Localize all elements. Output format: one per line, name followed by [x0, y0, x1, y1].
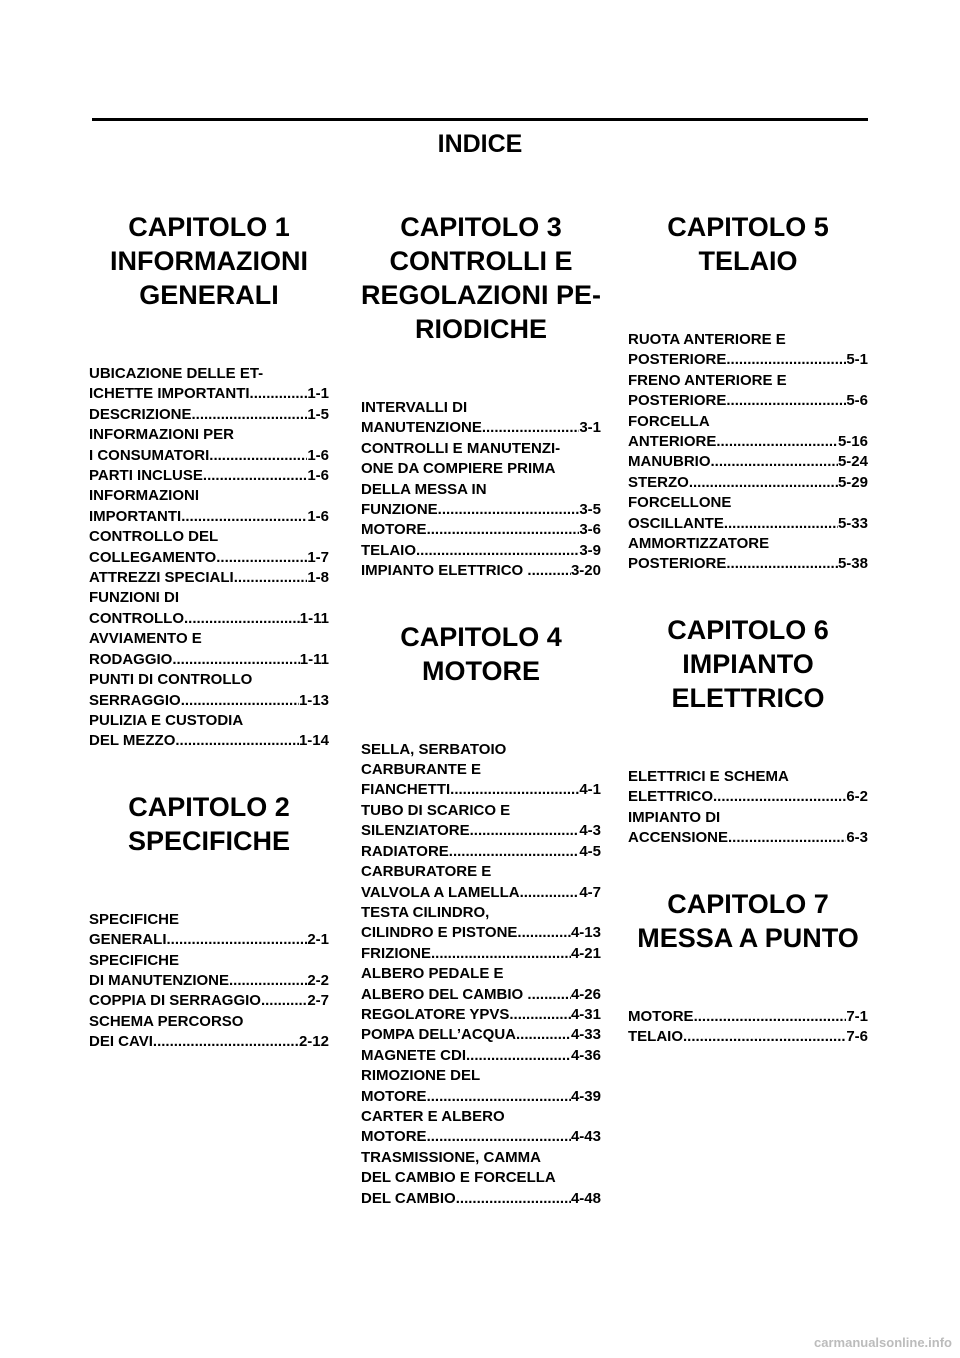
toc-entry-row — [361, 500, 601, 520]
toc-entry-row — [89, 507, 329, 527]
toc-entry[interactable] — [628, 767, 868, 808]
toc-entry-text: CILINDRO E PISTONE — [361, 924, 518, 942]
chapter-heading — [89, 210, 329, 312]
page-number: 2-2 — [307, 971, 329, 989]
toc-entry-row — [628, 391, 868, 411]
toc-entry-row — [361, 541, 601, 561]
toc-entry-text: UBICAZIONE DELLE ET- — [89, 365, 264, 382]
page-number: 2-7 — [307, 992, 329, 1010]
toc-column-2 — [361, 210, 601, 1209]
toc-entry[interactable] — [89, 527, 329, 568]
dot-leader — [167, 930, 308, 950]
toc-entry[interactable] — [89, 991, 329, 1011]
toc-entry[interactable] — [89, 910, 329, 951]
page-number: 1-13 — [298, 691, 329, 709]
toc-entry[interactable] — [361, 1025, 601, 1045]
dot-leader — [438, 500, 580, 520]
page-number: 4-5 — [579, 842, 601, 860]
toc-entry-text: FORCELLA — [628, 412, 710, 430]
toc-entry-text: SPECIFICHE — [89, 910, 180, 928]
toc-entry-text: INFORMAZIONI — [89, 487, 199, 505]
page-number: 4-26 — [570, 985, 601, 1003]
toc-entry-row — [89, 691, 329, 711]
toc-entry[interactable] — [89, 951, 329, 992]
toc-entry-text: TRASMISSIONE, CAMMA — [361, 1148, 541, 1166]
toc-entry-text: MAGNETE CDI — [361, 1046, 466, 1064]
toc-entry-list — [628, 767, 868, 849]
page-number: 4-48 — [570, 1189, 601, 1207]
dot-leader — [250, 384, 308, 404]
toc-entry[interactable] — [628, 808, 868, 849]
toc-entry-text: CONTROLLO DEL — [89, 528, 219, 546]
toc-entry-text: REGOLATORE YPVS — [361, 1005, 510, 1023]
toc-entry-row — [628, 350, 868, 370]
page-number: 5-38 — [837, 555, 868, 573]
toc-entry-text: I CONSUMATORI — [89, 446, 210, 464]
dot-leader — [520, 883, 580, 903]
chapter-heading-line: REGOLAZIONI PE- — [361, 280, 602, 310]
toc-entry-text: GENERALI — [89, 931, 167, 949]
chapter-heading — [361, 210, 601, 346]
page-number: 1-6 — [307, 507, 329, 525]
chapter-heading-line: MESSA A PUNTO — [637, 922, 859, 953]
chapter-heading-line: CAPITOLO 1 — [128, 212, 290, 242]
toc-entry[interactable] — [628, 371, 868, 412]
page-title: INDICE — [437, 130, 523, 158]
toc-entry-text: AMMORTIZZATORE — [628, 535, 770, 553]
toc-entry-text: TESTA CILINDRO, — [361, 903, 490, 921]
toc-entry-text: RADIATORE — [361, 842, 449, 860]
toc-entry[interactable] — [628, 1027, 868, 1047]
dot-leader — [713, 787, 846, 807]
toc-entry-text: MOTORE — [361, 1128, 427, 1146]
toc-entry-row — [89, 609, 329, 629]
toc-entry-text: FRENO ANTERIORE E — [628, 371, 787, 389]
toc-entry-text: ACCENSIONE — [628, 829, 729, 847]
toc-entry[interactable] — [361, 1107, 601, 1148]
toc-entry-list — [628, 330, 868, 575]
page-number: 1-6 — [307, 446, 329, 464]
page-number: 1-1 — [307, 385, 329, 403]
toc-entry-text: ANTERIORE — [628, 433, 717, 451]
page-number: 1-7 — [307, 548, 329, 566]
page-number: 3-9 — [579, 541, 601, 559]
page-number: 5-24 — [837, 453, 868, 471]
chapter-heading-line: GENERALI — [139, 280, 279, 310]
toc-entry[interactable] — [361, 1005, 601, 1025]
page-number: 4-21 — [570, 944, 601, 962]
toc-entry-text: DEI CAVI — [89, 1033, 153, 1051]
dot-leader — [184, 609, 300, 629]
toc-entry-text: FUNZIONE — [361, 501, 438, 519]
dot-leader — [456, 1189, 571, 1209]
chapter-heading-line: CONTROLLI E — [389, 246, 573, 276]
toc-entry-row — [361, 1005, 601, 1025]
dot-leader — [181, 507, 307, 527]
toc-entry[interactable] — [361, 862, 601, 903]
dot-leader — [153, 1032, 299, 1052]
dot-leader — [427, 520, 580, 540]
chapter-heading-line: CAPITOLO 4 — [400, 621, 562, 652]
page-number: 4-36 — [570, 1046, 601, 1064]
toc-entry-text: OSCILLANTE — [628, 514, 724, 532]
toc-entry[interactable] — [361, 944, 601, 964]
page-number: 4-31 — [570, 1005, 601, 1023]
toc-entry[interactable] — [89, 466, 329, 486]
page-number: 5-1 — [846, 351, 868, 369]
toc-entry-text: POSTERIORE — [628, 392, 727, 410]
toc-entry-text: PUNTI DI CONTROLLO — [89, 671, 253, 689]
toc-entry-text: TUBO DI SCARICO E — [361, 801, 511, 819]
chapter-heading-line: INFORMAZIONI — [110, 246, 308, 276]
page-number: 1-6 — [307, 467, 329, 485]
toc-entry-row — [361, 780, 601, 800]
toc-entry-text: CARTER E ALBERO — [361, 1107, 505, 1125]
dot-leader — [728, 828, 846, 848]
toc-entry-text: CONTROLLO — [89, 609, 184, 627]
toc-entry[interactable] — [361, 1046, 601, 1066]
toc-entry-list — [361, 740, 601, 1209]
toc-entry[interactable] — [628, 473, 868, 493]
toc-entry[interactable] — [361, 801, 601, 842]
toc-entry-row — [628, 828, 868, 848]
toc-entry-row — [89, 466, 329, 486]
toc-entry-text: IMPORTANTI — [89, 507, 182, 525]
toc-entry-text: FUNZIONI DI — [89, 589, 179, 607]
toc-entry-row — [628, 514, 868, 534]
page-number: 3-20 — [570, 562, 601, 580]
dot-leader — [449, 842, 580, 862]
toc-entry-text: RODAGGIO — [89, 650, 173, 668]
chapter-heading — [628, 887, 868, 955]
page-number: 6-2 — [846, 788, 868, 806]
toc-entry-text: INTERVALLI DI — [361, 399, 468, 416]
toc-entry-text: AVVIAMENTO E — [89, 630, 202, 648]
toc-column-1 — [89, 210, 329, 1053]
page-number: 3-1 — [579, 419, 601, 437]
toc-entry-row — [361, 418, 601, 438]
toc-entry-text: ATTREZZI SPECIALI — [89, 569, 234, 587]
toc-entry-row — [628, 554, 868, 574]
toc-entry[interactable] — [89, 405, 329, 425]
dot-leader — [427, 1087, 571, 1107]
toc-entry-text: ELETTRICI E SCHEMA — [628, 767, 789, 785]
toc-entry[interactable] — [89, 364, 329, 405]
toc-entry-text: TELAIO — [361, 541, 416, 559]
toc-entry[interactable] — [361, 842, 601, 862]
toc-entry[interactable] — [361, 964, 601, 1005]
toc-entry-text: POSTERIORE — [628, 555, 727, 573]
dot-leader — [516, 1025, 571, 1045]
toc-entry[interactable] — [628, 452, 868, 472]
toc-entry-text: DEL MEZZO — [89, 732, 176, 750]
toc-entry-list — [89, 910, 329, 1053]
page-number: 4-39 — [570, 1087, 601, 1105]
chapter-heading-line: CAPITOLO 3 — [400, 212, 562, 242]
toc-entry-list — [361, 398, 601, 582]
dot-leader — [716, 432, 838, 452]
toc-entry[interactable] — [89, 425, 329, 466]
page-number: 5-16 — [837, 433, 868, 451]
dot-leader — [450, 780, 579, 800]
toc-entry-row — [89, 930, 329, 950]
page-number: 3-6 — [579, 521, 601, 539]
toc-entry-text: DEL CAMBIO E FORCELLA — [361, 1169, 556, 1187]
toc-entry-text: ALBERO DEL CAMBIO . — [361, 985, 532, 1003]
chapter-heading-line: RIODICHE — [414, 314, 547, 344]
toc-entry-row — [361, 944, 601, 964]
toc-entry[interactable] — [628, 330, 868, 371]
toc-entry[interactable] — [628, 534, 868, 575]
toc-entry-row — [361, 923, 601, 943]
toc-entry-row — [628, 1027, 868, 1047]
toc-entry-text: DELLA MESSA IN — [361, 480, 487, 498]
dot-leader — [694, 1007, 847, 1027]
toc-entry-text: SPECIFICHE — [89, 951, 180, 969]
toc-entry[interactable] — [361, 903, 601, 944]
page-number: 4-3 — [579, 822, 601, 840]
toc-entry-row — [89, 971, 329, 991]
toc-entry-text: DEL CAMBIO — [361, 1189, 456, 1207]
page-number: 4-33 — [570, 1026, 601, 1044]
toc-entry[interactable] — [361, 561, 601, 581]
toc-entry-text: VALVOLA A LAMELLA — [361, 883, 520, 901]
toc-entry-text: COLLEGAMENTO — [89, 548, 217, 566]
toc-entry-text: COPPIA DI SERRAGGIO. — [89, 992, 266, 1010]
toc-entry[interactable] — [361, 439, 601, 521]
toc-entry-text: CONTROLLI E MANUTENZI- — [361, 439, 561, 457]
dot-leader — [683, 1027, 846, 1047]
toc-entry-row — [361, 821, 601, 841]
chapter-heading — [628, 613, 868, 715]
toc-entry-text: FIANCHETTI — [361, 781, 451, 799]
chapter-heading-line: CAPITOLO 5 — [667, 212, 829, 242]
toc-entry-text: ONE DA COMPIERE PRIMA — [361, 460, 556, 478]
toc-entry-text: ALBERO PEDALE E — [361, 965, 504, 983]
dot-leader — [192, 405, 308, 425]
toc-entry-text: ICHETTE IMPORTANTI — [89, 385, 250, 403]
toc-entry-text: IMPIANTO DI — [628, 808, 721, 826]
dot-leader — [724, 514, 838, 534]
toc-entry-text: FRIZIONE — [361, 944, 431, 962]
dot-leader — [416, 541, 579, 561]
toc-entry[interactable] — [628, 412, 868, 453]
toc-entry-row — [628, 452, 868, 472]
chapter-heading-line: SPECIFICHE — [127, 825, 291, 856]
dot-leader — [726, 554, 838, 574]
toc-entry-text: RUOTA ANTERIORE E — [628, 331, 786, 348]
chapter-heading-line: CAPITOLO 6 — [667, 614, 829, 645]
toc-entry-row — [89, 446, 329, 466]
page-number: 3-5 — [579, 501, 601, 519]
dot-leader — [726, 391, 846, 411]
toc-entry[interactable] — [361, 1066, 601, 1107]
toc-entry-row — [361, 883, 601, 903]
toc-entry-text: DESCRIZIONE — [89, 405, 192, 423]
chapter-heading-line: CAPITOLO 2 — [128, 791, 290, 822]
toc-entry-list — [89, 364, 329, 752]
toc-entry-text: POMPA DELL’ACQUA — [361, 1026, 517, 1044]
page-number: 1-14 — [298, 732, 329, 750]
dot-leader — [517, 923, 571, 943]
page-number: 4-13 — [570, 924, 601, 942]
toc-entry-text: POSTERIORE — [628, 351, 727, 369]
toc-entry[interactable] — [89, 486, 329, 527]
toc-entry-text: CARBURANTE E — [361, 761, 481, 779]
toc-entry[interactable] — [361, 398, 601, 439]
page-number: 4-1 — [579, 781, 601, 799]
toc-entry-text: RIMOZIONE DEL — [361, 1067, 481, 1085]
dot-leader — [181, 691, 299, 711]
page-number: 4-43 — [570, 1128, 601, 1146]
dot-leader — [431, 944, 571, 964]
chapter-heading — [361, 620, 601, 688]
page-number: 5-29 — [837, 473, 868, 491]
toc-entry-list — [628, 1007, 868, 1048]
page-number: 1-11 — [299, 650, 329, 668]
dot-leader — [482, 418, 579, 438]
toc-entry-row — [89, 1032, 329, 1052]
top-rule — [92, 118, 868, 121]
dot-leader — [209, 446, 307, 466]
toc-column-3 — [628, 210, 868, 1047]
watermark: carmanualsonline.info — [814, 1335, 952, 1350]
toc-entry-text: MOTORE — [361, 1087, 427, 1105]
dot-leader — [509, 1005, 571, 1025]
toc-entry[interactable] — [361, 541, 601, 561]
toc-entry-text: PULIZIA E CUSTODIA — [89, 711, 244, 729]
toc-entry-row — [89, 548, 329, 568]
dot-leader — [229, 971, 307, 991]
chapter-heading-line: CAPITOLO 7 — [667, 888, 829, 919]
toc-entry-text: TELAIO — [628, 1027, 683, 1045]
toc-entry-text: INFORMAZIONI PER — [89, 426, 234, 444]
toc-entry-row — [89, 650, 329, 670]
page-number: 6-3 — [846, 829, 868, 847]
toc-entry-row — [361, 1127, 601, 1147]
toc-entry-row — [361, 1025, 601, 1045]
toc-entry[interactable] — [361, 740, 601, 801]
dot-leader — [532, 985, 571, 1005]
page-number: 2-12 — [298, 1033, 329, 1051]
toc-entry-row — [361, 1087, 601, 1107]
toc-entry-text: PARTI INCLUSE — [89, 467, 203, 485]
dot-leader — [726, 350, 846, 370]
toc-entry[interactable] — [89, 588, 329, 629]
toc-entry[interactable] — [89, 711, 329, 752]
toc-entry-row — [89, 568, 329, 588]
toc-entry-text: STERZO — [628, 473, 689, 491]
toc-entry-text: FORCELLONE — [628, 494, 732, 512]
toc-entry-text: SILENZIATORE — [361, 822, 470, 840]
page-number: 7-1 — [846, 1007, 868, 1025]
chapter-heading-line: IMPIANTO — [682, 648, 814, 679]
toc-entry-text: SELLA, SERBATOIO — [361, 740, 507, 758]
dot-leader — [466, 1046, 571, 1066]
dot-leader — [172, 650, 299, 670]
toc-entry-row — [628, 473, 868, 493]
toc-entry-row — [89, 384, 329, 404]
toc-entry-row — [361, 1046, 601, 1066]
toc-entry-row — [361, 1189, 601, 1209]
dot-leader — [175, 731, 299, 751]
dot-leader — [532, 561, 571, 581]
page-number: 2-1 — [307, 931, 329, 949]
toc-entry-row — [89, 991, 329, 1011]
toc-entry-text: SCHEMA PERCORSO — [89, 1012, 244, 1030]
toc-entry-row — [89, 731, 329, 751]
toc-entry-text: SERRAGGIO — [89, 691, 181, 709]
toc-entry[interactable] — [89, 1012, 329, 1053]
toc-entry-text: IMPIANTO ELETTRICO . — [361, 562, 532, 580]
toc-entry-row — [361, 520, 601, 540]
dot-leader — [203, 466, 307, 486]
toc-entry-row — [628, 1007, 868, 1027]
dot-leader — [689, 473, 838, 493]
toc-entry-text: MANUTENZIONE — [361, 419, 482, 437]
dot-leader — [470, 821, 580, 841]
chapter-heading — [89, 790, 329, 858]
page-number: 4-7 — [579, 883, 601, 901]
toc-entry[interactable] — [628, 493, 868, 534]
page-number: 5-33 — [837, 514, 868, 532]
page-number: 1-11 — [299, 609, 329, 627]
toc-entry[interactable] — [89, 629, 329, 670]
toc-entry-row — [361, 842, 601, 862]
toc-entry-row — [628, 432, 868, 452]
chapter-heading-line: ELETTRICO — [671, 682, 825, 713]
toc-entry[interactable] — [361, 520, 601, 540]
toc-entry[interactable] — [628, 1007, 868, 1027]
toc-entry-text: ELETTRICO — [628, 788, 713, 806]
toc-entry-text: CARBURATORE E — [361, 863, 492, 881]
dot-leader — [265, 991, 307, 1011]
toc-entry-row — [89, 405, 329, 425]
toc-entry-text: DI MANUTENZIONE — [89, 971, 229, 989]
toc-entry-text: MANUBRIO — [628, 453, 711, 471]
chapter-heading-line: TELAIO — [698, 246, 798, 276]
dot-leader — [216, 548, 307, 568]
page-number: 5-6 — [846, 392, 868, 410]
toc-entry-text: MOTORE — [361, 521, 427, 539]
chapter-heading — [628, 210, 868, 278]
toc-entry-row — [628, 787, 868, 807]
dot-leader — [711, 452, 838, 472]
toc-entry-row — [361, 985, 601, 1005]
toc-entry-text: MOTORE — [628, 1007, 694, 1025]
page-number: 7-6 — [846, 1027, 868, 1045]
chapter-heading-line: MOTORE — [421, 655, 540, 686]
page-number: 1-8 — [307, 569, 329, 587]
dot-leader — [234, 568, 308, 588]
toc-entry[interactable] — [361, 1148, 601, 1209]
toc-entry[interactable] — [89, 670, 329, 711]
toc-entry[interactable] — [89, 568, 329, 588]
page-number: 1-5 — [307, 405, 329, 423]
toc-entry-row — [361, 561, 601, 581]
dot-leader — [427, 1127, 571, 1147]
